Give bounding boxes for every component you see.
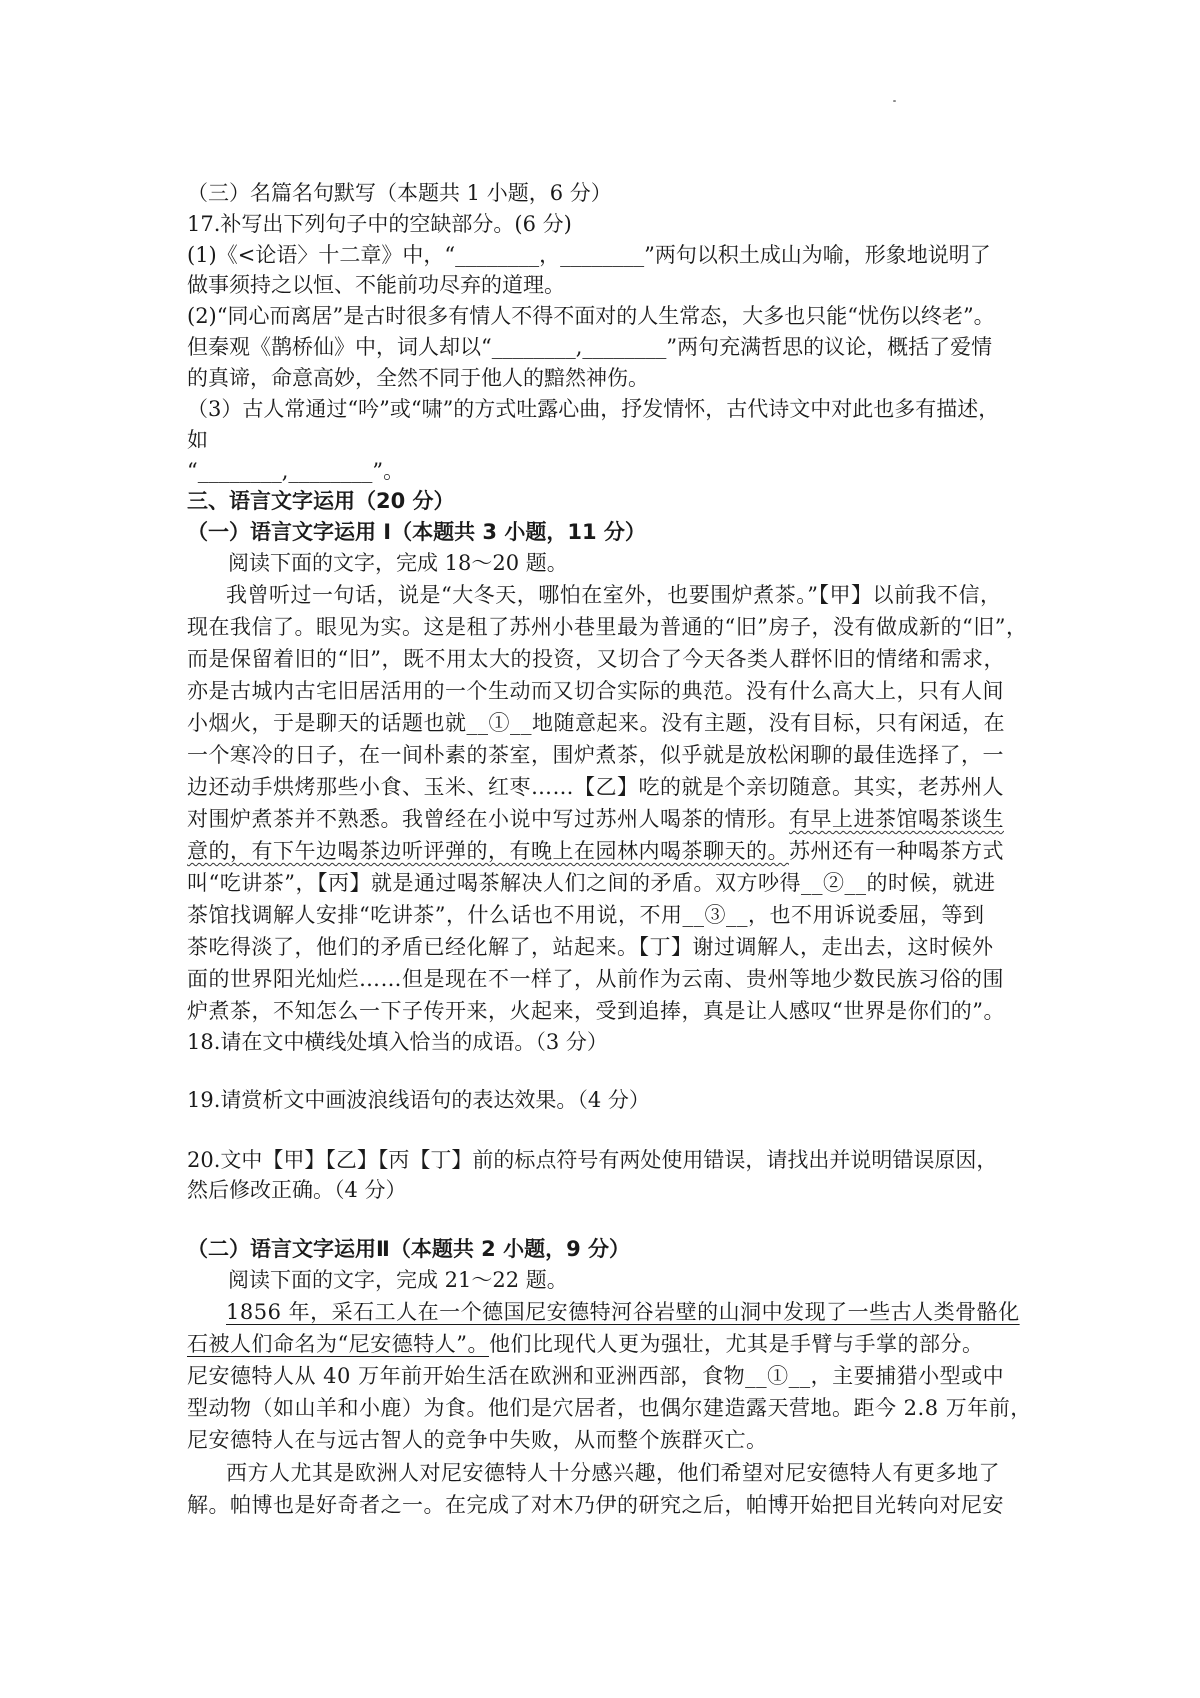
- passage-line: 解。帕博也是好奇者之一。在完成了对木乃伊的研究之后，帕博开始把目光转向对尼安: [187, 1493, 1004, 1517]
- q17-part2-line1: (2)“同心而离居”是古时很多有情人不得不面对的人生常态，大多也只能“忧伤以终老”。: [187, 304, 995, 328]
- question-18: 18.请在文中横线处填入恰当的成语。（3 分）: [187, 1030, 608, 1054]
- passage-text: 苏州还有一种喝茶方式: [789, 839, 1004, 863]
- subsection-1-heading: （一）语言文字运用 Ⅰ（本题共 3 小题，11 分）: [187, 520, 646, 544]
- passage-line: 我曾听过一句话，说是“大冬天，哪怕在室外，也要围炉煮茶。”【甲】以前我不信，: [226, 583, 1002, 607]
- passage-line: 亦是古城内古宅旧居活用的一个生动而又切合实际的典范。没有什么高大上，只有人间: [187, 679, 1004, 703]
- passage-line: 炉煮茶，不知怎么一下子传开来，火起来，受到追捧，真是让人感叹“世界是你们的”。: [187, 999, 1005, 1023]
- subsection-1-intro: 阅读下面的文字，完成 18～20 题。: [228, 551, 568, 575]
- passage-line: [226, 1297, 1086, 1327]
- passage-line: 型动物（如山羊和小鹿）为食。他们是穴居者，也偶尔建造露天营地。距今 2.8 万年前，: [187, 1396, 1032, 1420]
- part-3-heading: 三、语言文字运用（20 分）: [187, 489, 455, 513]
- passage-text: 他们比现代人更为强壮，尤其是手臂与手掌的部分。: [488, 1332, 984, 1356]
- passage-line: 小烟火，于是聊天的话题也就__①__地随意起来。没有主题，没有目标，只有闲适，在: [187, 711, 1005, 735]
- wavy-underlined-sentence: 有早上进茶馆喝茶谈生: [789, 807, 1004, 831]
- q17-part1-line1: (1)《<论语〉十二章》中，“________，________”两句以积土成山为喻，形象地说明了: [187, 243, 991, 267]
- passage-line: 茶馆找调解人安排“吃讲茶”，什么话也不用说，不用__③__，也不用诉说委屈，等到: [187, 903, 985, 927]
- wavy-underlined-sentence: 意的，有下午边喝茶边听评弹的，有晚上在园林内喝茶聊天的。: [187, 839, 789, 863]
- q17-part3-line1: （3）古人常通过“吟”或“啸”的方式吐露心曲，抒发情怀，古代诗文中对此也多有描述，: [187, 397, 1000, 421]
- section-heading-recitation: （三）名篇名句默写（本题共 1 小题，6 分）: [187, 181, 612, 205]
- passage-line: [187, 1329, 1047, 1359]
- passage-line: [187, 804, 1047, 834]
- q17-part2-line2: 但秦观《鹊桥仙》中，词人却以“________,________”两句充满哲思的议论，概括了爱情: [187, 335, 993, 359]
- question-17-stem: 17.补写出下列句子中的空缺部分。(6 分): [187, 212, 572, 236]
- passage-line: 茶吃得淡了，他们的矛盾已经化解了，站起来。【丁】谢过调解人，走出去，这时候外: [187, 935, 994, 959]
- passage-line: [187, 836, 1047, 866]
- scan-speck: [893, 100, 896, 102]
- passage-line: 现在我信了。眼见为实。这是租了苏州小巷里最为普通的“旧”房子，没有做成新的“旧”，: [187, 615, 1028, 639]
- q17-part3-line3: “________,________”。: [187, 459, 405, 483]
- question-20-line1: 20.文中【甲】【乙】【丙【丁】前的标点符号有两处使用错误，请找出并说明错误原因，: [187, 1148, 998, 1172]
- question-20-line2: 然后修改正确。（4 分）: [187, 1178, 407, 1202]
- passage-line: 边还动手烘烤那些小食、玉米、红枣……【乙】吃的就是个亲切随意。其实，老苏州人: [187, 775, 1004, 799]
- q17-part1-line2: 做事须持之以恒、不能前功尽弃的道理。: [187, 273, 565, 297]
- passage-line: 叫“吃讲茶”，【丙】就是通过喝茶解决人们之间的矛盾。双方吵得__②__的时候，就进: [187, 871, 996, 895]
- question-19: 19.请赏析文中画波浪线语句的表达效果。（4 分）: [187, 1088, 650, 1112]
- subsection-2-heading: （二）语言文字运用Ⅱ（本题共 2 小题，9 分）: [187, 1237, 630, 1261]
- subsection-2-intro: 阅读下面的文字，完成 21～22 题。: [228, 1268, 568, 1292]
- underlined-sentence: 1856 年，采石工人在一个德国尼安德特河谷岩壁的山洞中发现了一些古人类骨骼化: [226, 1300, 1020, 1324]
- passage-line: 西方人尤其是欧洲人对尼安德特人十分感兴趣，他们希望对尼安德特人有更多地了: [226, 1461, 1000, 1485]
- q17-part2-line3: 的真谛，命意高妙，全然不同于他人的黯然神伤。: [187, 366, 649, 390]
- passage-line: 尼安德特人在与远古智人的竞争中失败，从而整个族群灭亡。: [187, 1428, 768, 1452]
- underlined-sentence: 石被人们命名为“尼安德特人”。: [187, 1332, 489, 1356]
- passage-line: 面的世界阳光灿烂……但是现在不一样了，从前作为云南、贵州等地少数民族习俗的围: [187, 967, 1004, 991]
- q17-part3-line2: 如: [187, 428, 208, 452]
- passage-text: 对围炉煮茶并不熟悉。我曾经在小说中写过苏州人喝茶的情形。: [187, 807, 789, 831]
- passage-line: 尼安德特人从 40 万年前开始生活在欧洲和亚洲西部，食物__①__，主要捕猎小型或中: [187, 1364, 1005, 1388]
- passage-line: 一个寒冷的日子，在一间朴素的茶室，围炉煮茶，似乎就是放松闲聊的最佳选择了，一: [187, 743, 1004, 767]
- passage-line: 而是保留着旧的“旧”，既不用太大的投资，又切合了今天各类人群怀旧的情绪和需求，: [187, 647, 1005, 671]
